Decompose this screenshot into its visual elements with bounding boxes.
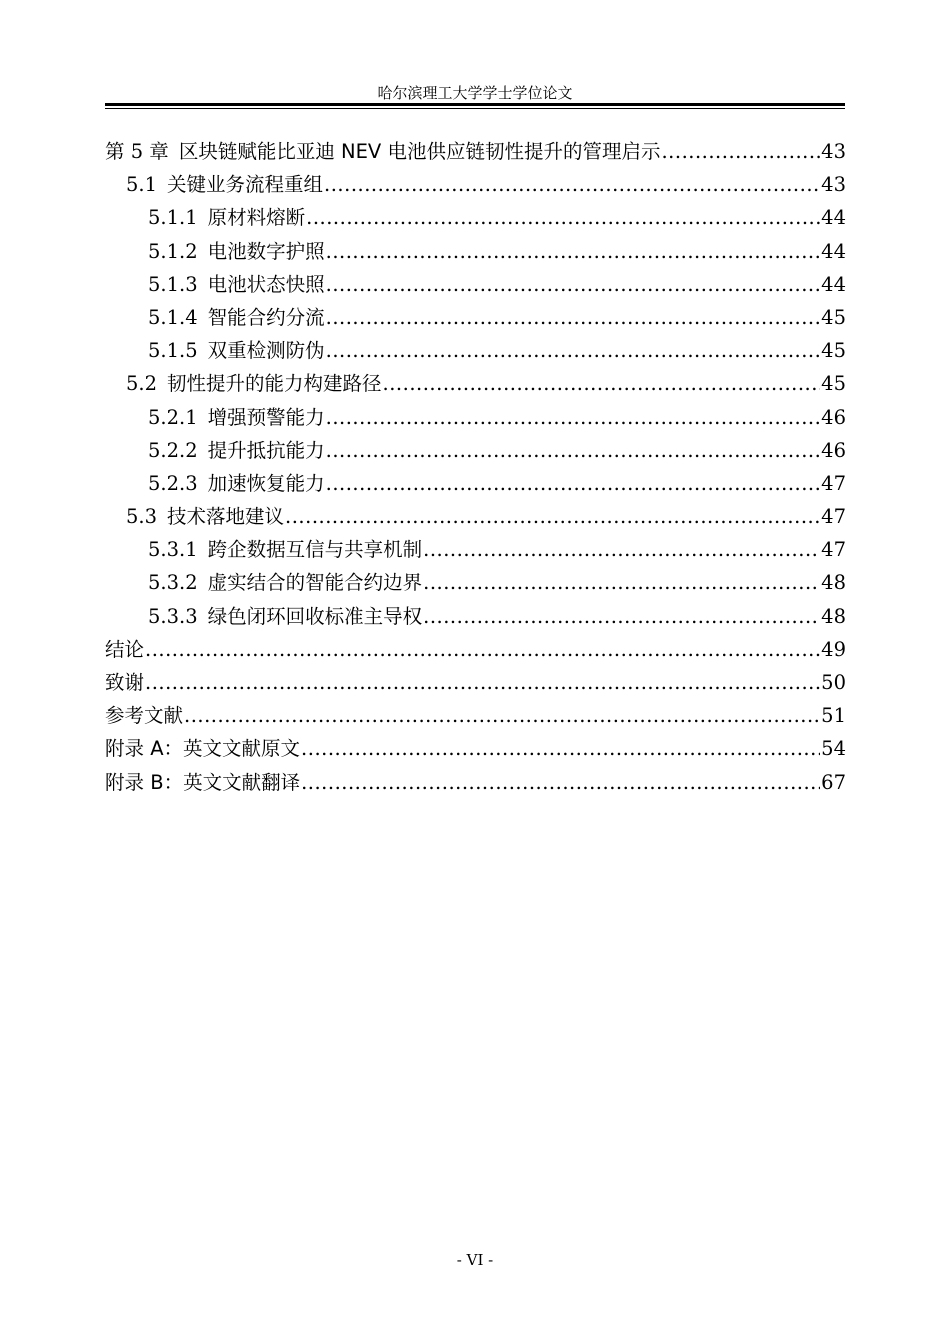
toc-dot-leader: [145, 633, 820, 666]
toc-entry-number: 5.1.1: [148, 206, 198, 230]
toc-entry-title: 加速恢复能力: [207, 471, 325, 495]
toc-entry-title: 智能合约分流: [207, 305, 325, 329]
toc-entry[interactable]: [105, 367, 846, 400]
toc-entry[interactable]: [105, 235, 846, 268]
toc-entry-title: 致谢: [105, 671, 145, 694]
toc-entry-page: 44: [821, 272, 846, 296]
toc-dot-leader: [301, 732, 820, 765]
toc-entry[interactable]: [105, 732, 846, 765]
toc-dot-leader: [661, 135, 820, 168]
toc-entry-page: 47: [821, 471, 846, 495]
toc-dot-leader: [326, 467, 821, 500]
toc-entry-title: 技术落地建议: [167, 505, 285, 529]
toc-dot-leader: [326, 301, 821, 334]
toc-entry-number: 5.1.4: [148, 305, 198, 329]
toc-entry-page: 45: [821, 339, 846, 363]
page-number: - VI -: [456, 1251, 494, 1269]
toc-entry-number: 第 5 章: [105, 140, 169, 163]
toc-entry-number: 5.2.2: [148, 438, 198, 462]
toc-entry-page: 44: [821, 206, 846, 230]
page-header: 哈尔滨理工大学学士学位论文: [377, 84, 573, 102]
toc-entry[interactable]: [105, 666, 846, 699]
toc-entry[interactable]: [105, 135, 846, 168]
toc-entry-page: 67: [821, 770, 846, 794]
toc-dot-leader: [326, 434, 821, 467]
toc-dot-leader: [285, 500, 820, 533]
toc-entry-page: 46: [821, 405, 846, 429]
toc-entry-number: 5.1.5: [148, 339, 198, 363]
toc-entry-title: 参考文献: [105, 704, 184, 728]
toc-entry-number: 5.2: [126, 372, 158, 396]
toc-entry-page: 50: [821, 671, 846, 694]
toc-entry-page: 43: [821, 140, 846, 163]
toc-entry[interactable]: [105, 766, 846, 799]
toc-dot-leader: [326, 268, 821, 301]
table-of-contents: [105, 135, 846, 799]
toc-entry[interactable]: [105, 268, 846, 301]
toc-entry-page: 44: [821, 239, 846, 263]
toc-entry[interactable]: [105, 168, 846, 201]
toc-dot-leader: [184, 699, 820, 732]
toc-entry-title: 韧性提升的能力构建路径: [167, 372, 382, 396]
header-rule-thick: [105, 103, 845, 106]
toc-dot-leader: [423, 600, 820, 633]
toc-entry-title: 附录 B：英文文献翻译: [105, 770, 301, 794]
toc-dot-leader: [306, 201, 820, 234]
toc-entry-number: 5.3.3: [148, 604, 198, 628]
toc-dot-leader: [326, 334, 821, 367]
toc-entry-page: 54: [821, 737, 846, 761]
toc-entry-number: 5.1.2: [148, 239, 198, 263]
toc-entry-title: 关键业务流程重组: [167, 173, 324, 197]
toc-entry[interactable]: [105, 533, 846, 566]
toc-entry-title: 电池数字护照: [207, 239, 325, 263]
toc-dot-leader: [324, 168, 820, 201]
toc-dot-leader: [423, 566, 820, 599]
toc-entry-page: 48: [821, 571, 846, 595]
toc-entry-number: 5.1: [126, 173, 158, 197]
toc-entry-page: 48: [821, 604, 846, 628]
toc-entry[interactable]: [105, 301, 846, 334]
toc-entry[interactable]: [105, 434, 846, 467]
toc-entry-number: 5.3: [126, 505, 158, 529]
toc-entry-number: 5.2.1: [148, 405, 198, 429]
toc-entry-page: 43: [821, 173, 846, 197]
toc-entry-page: 47: [821, 538, 846, 562]
toc-entry-page: 45: [821, 305, 846, 329]
toc-entry-title: 跨企数据互信与共享机制: [207, 538, 423, 562]
toc-entry[interactable]: [105, 633, 846, 666]
toc-entry-number: 5.2.3: [148, 471, 198, 495]
toc-dot-leader: [383, 367, 821, 400]
toc-entry-page: 47: [821, 505, 846, 529]
toc-dot-leader: [326, 401, 821, 434]
toc-dot-leader: [423, 533, 820, 566]
toc-entry-title: 增强预警能力: [207, 405, 325, 429]
toc-entry-number: 5.1.3: [148, 272, 198, 296]
toc-entry-page: 51: [821, 704, 846, 728]
toc-entry[interactable]: [105, 699, 846, 732]
toc-entry-title: 绿色闭环回收标准主导权: [207, 604, 423, 628]
toc-entry[interactable]: [105, 566, 846, 599]
toc-entry-title: 虚实结合的智能合约边界: [207, 571, 423, 595]
toc-entry[interactable]: [105, 500, 846, 533]
toc-entry-title: 提升抵抗能力: [207, 438, 325, 462]
toc-entry-number: 5.3.2: [148, 571, 198, 595]
toc-entry-page: 49: [821, 637, 846, 661]
toc-entry[interactable]: [105, 401, 846, 434]
toc-entry[interactable]: [105, 334, 846, 367]
toc-entry-title: 电池状态快照: [207, 272, 325, 296]
toc-entry-title: 区块链赋能比亚迪 NEV 电池供应链韧性提升的管理启示: [178, 140, 661, 163]
toc-entry-title: 原材料熔断: [207, 206, 306, 230]
toc-entry[interactable]: [105, 600, 846, 633]
toc-entry-title: 结论: [105, 637, 145, 661]
toc-entry-page: 45: [821, 372, 846, 396]
toc-entry[interactable]: [105, 201, 846, 234]
toc-entry-title: 双重检测防伪: [207, 339, 325, 363]
toc-entry-number: 5.3.1: [148, 538, 198, 562]
toc-entry-page: 46: [821, 438, 846, 462]
header-rule-thin: [105, 108, 845, 109]
toc-entry[interactable]: [105, 467, 846, 500]
toc-dot-leader: [326, 235, 821, 268]
toc-dot-leader: [301, 766, 820, 799]
toc-dot-leader: [145, 666, 820, 699]
toc-entry-title: 附录 A：英文文献原文: [105, 737, 301, 761]
